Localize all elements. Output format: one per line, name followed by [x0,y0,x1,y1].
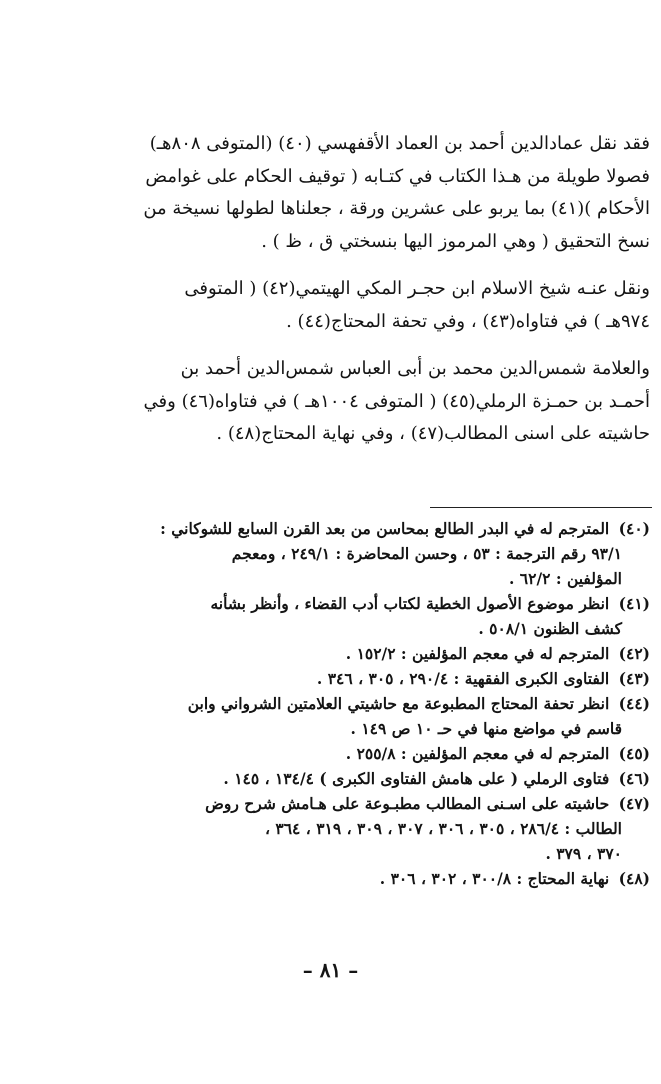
footnote-number: (٤٦) [618,769,650,788]
text-line: أحمـد بن حمـزة الرملي(٤٥) ( المتوفى ١٠٠٤هـ ) في فتاواه(٤٦) وفي [143,390,650,412]
paragraph-2 [112,273,650,338]
footnote-divider [430,507,652,508]
footnote-text: نهاية المحتاج : ٣٠٠/٨ ، ٣٠٢ ، ٣٠٦ . [379,869,610,888]
footnote-number: (٤٠) [618,519,650,538]
text-line: الأحكام )(٤١) بما يربو على عشرين ورقة ، جعلناها لطولها نسيخة من [143,198,650,219]
footnote-number: (٤٧) [618,794,650,813]
footnote-text: كشف الظنون ٥٠٨/١ . [478,619,622,638]
footnote-48 [108,866,650,891]
footnote-41 [108,591,650,641]
footnote-number: (٤٤) [618,694,650,713]
text-line: فصولا طويلة من هـذا الكتاب في كتـابه ( توقيف الحكام على غوامض [145,165,650,187]
footnote-number: (٤١) [618,594,650,613]
footnote-number: (٤٥) [618,744,650,763]
text-line: نسخ التحقيق ( وهي المرموز اليها بنسختي ق ، ظ ) . [261,230,650,252]
footnote-text: الفتاوى الكبرى الفقهية : ٢٩٠/٤ ، ٣٠٥ ، ٣٤٦ . [316,669,610,688]
footnote-46 [108,766,650,791]
footnote-43 [108,666,650,691]
page-number: – ٨١ – [302,958,359,982]
paragraph-1 [112,128,650,258]
footnote-number: (٤٨) [618,869,650,888]
paragraph-3 [112,353,650,451]
text-line: والعلامة شمس‌الدين محمد بن أبى العباس شمس‌الدين أحمد بن [180,358,650,379]
footnote-text: ٣٧٠ ، ٣٧٩ . [545,844,622,863]
footnote-text: المترجم له في معجم المؤلفين : ١٥٢/٢ . [345,644,610,663]
footnote-number: (٤٣) [618,669,650,688]
footnote-text: المترجم له في معجم المؤلفين : ٢٥٥/٨ . [345,744,610,763]
footnote-text: ٩٣/١ رقم الترجمة : ٥٣ ، وحسن المحاضرة : ٢٤٩/١ ، ومعجم [231,544,622,563]
footnote-45 [108,741,650,766]
footnote-text: المؤلفين : ٦٢/٢ . [509,569,622,588]
footnote-text: الطالب : ٢٨٦/٤ ، ٣٠٥ ، ٣٠٦ ، ٣٠٧ ، ٣٠٩ ، ٣١٩ ، ٣٦٤ ، [265,819,622,838]
footnote-number: (٤٢) [618,644,650,663]
footnote-text: فتاوى الرملي ( على هامش الفتاوى الكبرى ) ١٣٤/٤ ، ١٤٥ . [223,769,610,788]
text-line: حاشيته على اسنى المطالب(٤٧) ، وفي نهاية المحتاج(٤٨) . [216,423,650,444]
footnote-text: انظر تحفة المحتاج المطبوعة مع حاشيتي العلامتين الشرواني وابن [187,694,610,713]
footnote-40 [108,516,650,591]
footnotes [108,516,650,891]
text-line: فقد نقل عمادالدين أحمد بن العماد الأقفهسي (٤٠) (المتوفى ٨٠٨هـ) [149,133,650,154]
footnote-text: قاسم في مواضع منها في حـ ١٠ ص ١٤٩ . [350,719,622,738]
footnote-text: حاشيته على اسـنى المطالب مطبـوعة على هـامش شرح روض [205,794,610,813]
footnote-44 [108,691,650,741]
footnote-text: المترجم له في البدر الطالع بمحاسن من بعد القرن السابع للشوكاني : [160,519,610,538]
footnote-42 [108,641,650,666]
main-text [112,128,650,451]
text-line: ٩٧٤هـ ) في فتاواه(٤٣) ، وفي تحفة المحتاج(٤٤) . [286,310,650,332]
footnote-47 [108,791,650,866]
footnote-text: انظر موضوع الأصول الخطية لكتاب أدب القضاء ، وأنظر بشأنه [210,594,610,613]
text-line: ونقل عنـه شيخ الاسلام ابن حجـر المكي الهيتمي(٤٢) ( المتوفى [184,278,650,299]
